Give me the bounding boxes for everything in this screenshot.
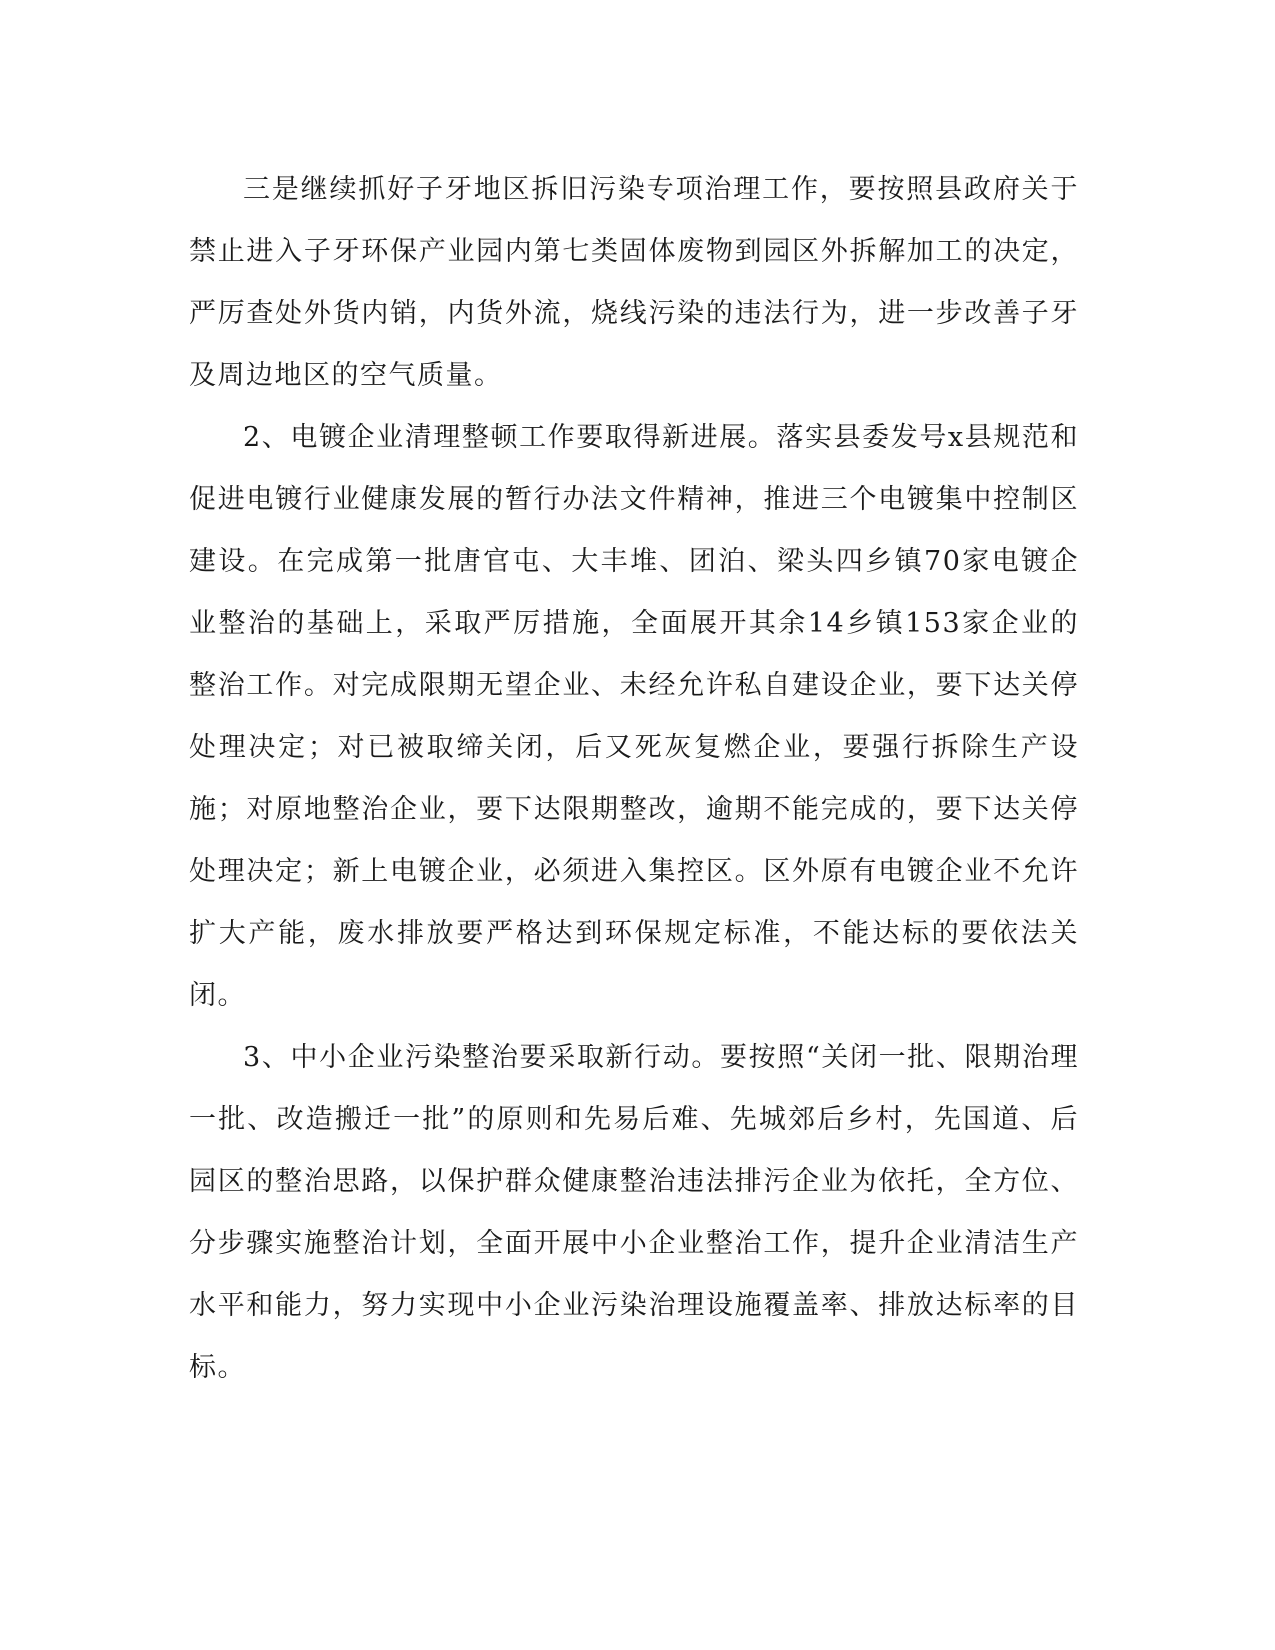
paragraph-dismantling-pollution: 三是继续抓好子牙地区拆旧污染专项治理工作，要按照县政府关于禁止进入子牙环保产业园内第七类固体废物到园区外拆解加工的决定，严厉查处外货内销，内货外流，烧线污染的违法行为，进一步改善子牙及周边地区的空气质量。 — [189, 174, 1079, 391]
document-body — [189, 159, 1079, 1399]
paragraph-sme-pollution: 3、中小企业污染整治要采取新行动。要按照“关闭一批、限期治理一批、改造搬迁一批”的原则和先易后难、先城郊后乡村，先国道、后园区的整治思路，以保护群众健康整治违法排污企业为依托，全方位、分步骤实施整治计划，全面开展中小企业整治工作，提升企业清洁生产水平和能力，努力实现中小企业污染治理设施覆盖率、排放达标率的目标。 — [189, 1042, 1079, 1383]
paragraph-electroplating-rectification: 2、电镀企业清理整顿工作要取得新进展。落实县委发号x县规范和促进电镀行业健康发展的暂行办法文件精神，推进三个电镀集中控制区建设。在完成第一批唐官屯、大丰堆、团泊、梁头四乡镇70家电镀企业整治的基础上，采取严厉措施，全面展开其余14乡镇153家企业的整治工作。对完成限期无望企业、未经允许私自建设企业，要下达关停处理决定；对已被取缔关闭，后又死灰复燃企业，要强行拆除生产设施；对原地整治企业，要下达限期整改，逾期不能完成的，要下达关停处理决定；新上电镀企业，必须进入集控区。区外原有电镀企业不允许扩大产能，废水排放要严格达到环保规定标准，不能达标的要依法关闭。 — [189, 422, 1079, 1011]
